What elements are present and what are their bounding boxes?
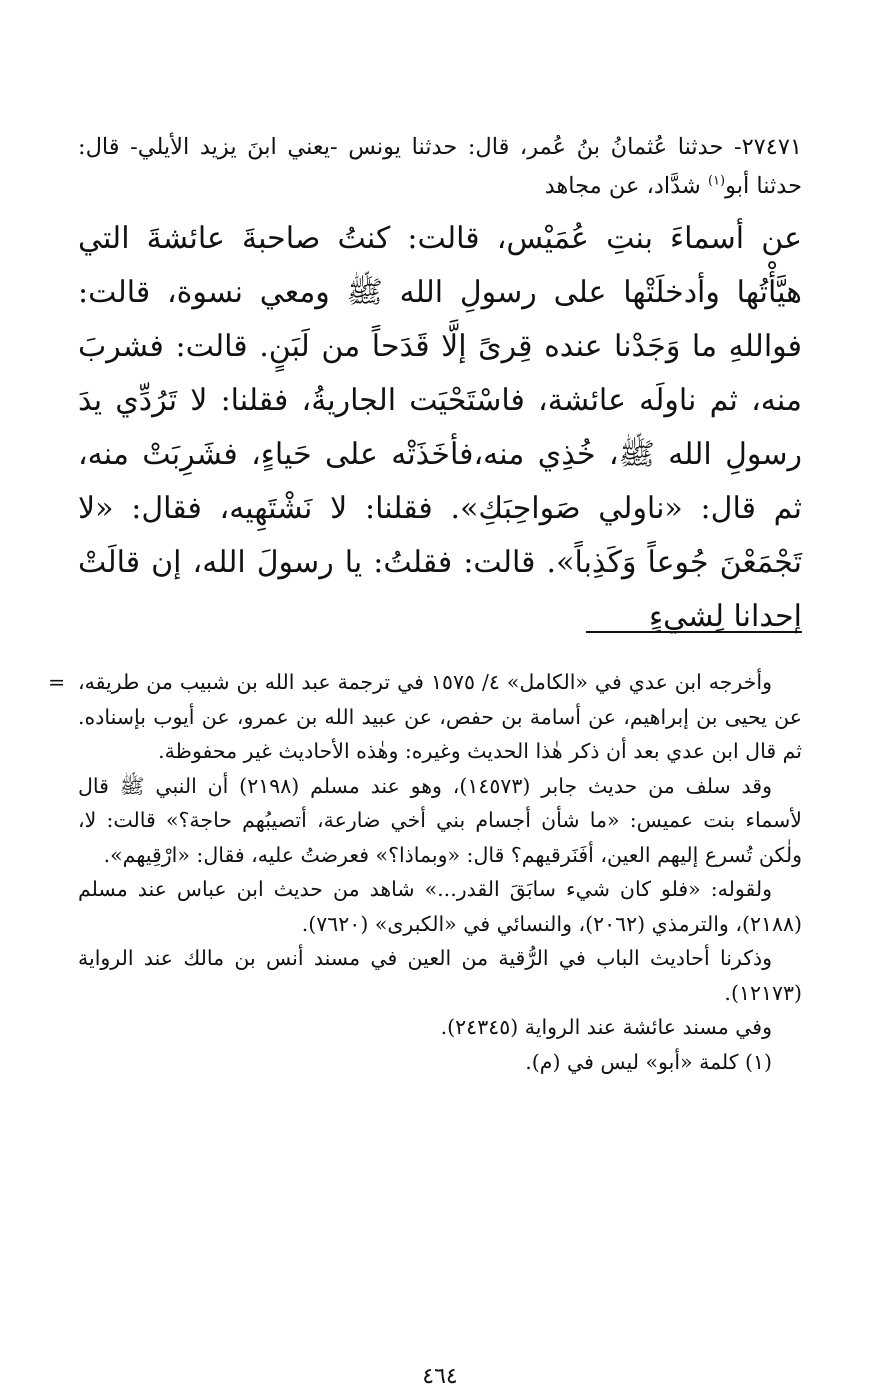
- footnote-paragraph: [78, 665, 802, 769]
- hadith-isnad: [78, 128, 802, 206]
- footnote-text: وأخرجه ابن عدي في «الكامل» ٤/ ١٥٧٥ في ترجمة عبد الله بن شبيب من طريقه، عن يحيى بن إبراهيم، عن أسامة بن حفص، عن عبيد الله بن عمرو، عن أيوب بإسناده. ثم قال ابن عدي بعد أن ذكر هٰذا الحديث وغيره: وهٰذه الأحاديث غير محفوظة.: [78, 670, 802, 763]
- footnote-paragraph: ولقوله: «فلو كان شيء سابَقَ القدر...» شاهد من حديث ابن عباس عند مسلم (٢١٨٨)، والترمذي (٢٠٦٢)، والنسائي في «الكبرى» (٧٦٢٠).: [78, 877, 802, 936]
- page-number: ٤٦٤: [422, 1364, 458, 1389]
- footnote-reference[interactable]: (١): [707, 173, 726, 189]
- footnote-separator: [586, 631, 802, 633]
- footnote-1: (١) كلمة «أبو» ليس في (م).: [525, 1049, 772, 1074]
- footnote-paragraph: وقد سلف من حديث جابر (١٤٥٧٣)، وهو عند مسلم (٢١٩٨) أن النبي ﷺ قال لأسماء بنت عميس: «ما شأن أجسام بني أخي ضارعة، أتصيبُهم حاجة؟» قالت: لا، ولٰكن تُسرع إليهم العين، أفَنَرقيهم؟ قال: «وبماذا؟» فعرضتُ عليه، فقال: «ارْقِيهم».: [78, 773, 802, 867]
- continuation-mark: =: [48, 670, 66, 694]
- hadith-text: عن أسماءَ بنتِ عُمَيْس، قالت: كنتُ صاحبةَ عائشةَ التي هيَّأْتُها وأدخلَتْها على رسولِ الله ﷺ ومعي نسوة، قالت: فواللهِ ما وَجَدْنا عنده قِرىً إلَّا قَدَحاً من لَبَنٍ. قالت: فشربَ منه، ثم ناولَه عائشة، فاسْتَحْيَت الجاريةُ، فقلنا: لا تَرُدِّي يدَ رسولِ الله ﷺ، خُذِي منه،فأخَذَتْه على حَياءٍ، فشَرِبَتْ منه، ثم قال: «ناولي صَواحِبَكِ». فقلنا: لا نَشْتَهِيه، فقال: «لا تَجْمَعْنَ جُوعاً وَكَذِباً». قالت: فقلتُ: يا رسولَ الله، إن قالَتْ إحدانا لِشيءٍ: [78, 221, 802, 634]
- footnote-paragraph: وذكرنا أحاديث الباب في الرُّقية من العين في مسند أنس بن مالك عند الرواية (١٢١٧٣).: [78, 946, 802, 1005]
- isnad-text-end: شدَّاد، عن مجاهد: [544, 173, 708, 199]
- footnote-paragraph: وفي مسند عائشة عند الرواية (٢٤٣٤٥).: [440, 1015, 772, 1039]
- isnad-text-start: ٢٧٤٧١- حدثنا عُثمانُ بنُ عُمر، قال: حدثنا يونس -يعني ابنَ يزيد الأيلي- قال: حدثنا أبو: [78, 134, 802, 199]
- footnotes-section: [48, 665, 802, 1079]
- book-page: [48, 128, 802, 1389]
